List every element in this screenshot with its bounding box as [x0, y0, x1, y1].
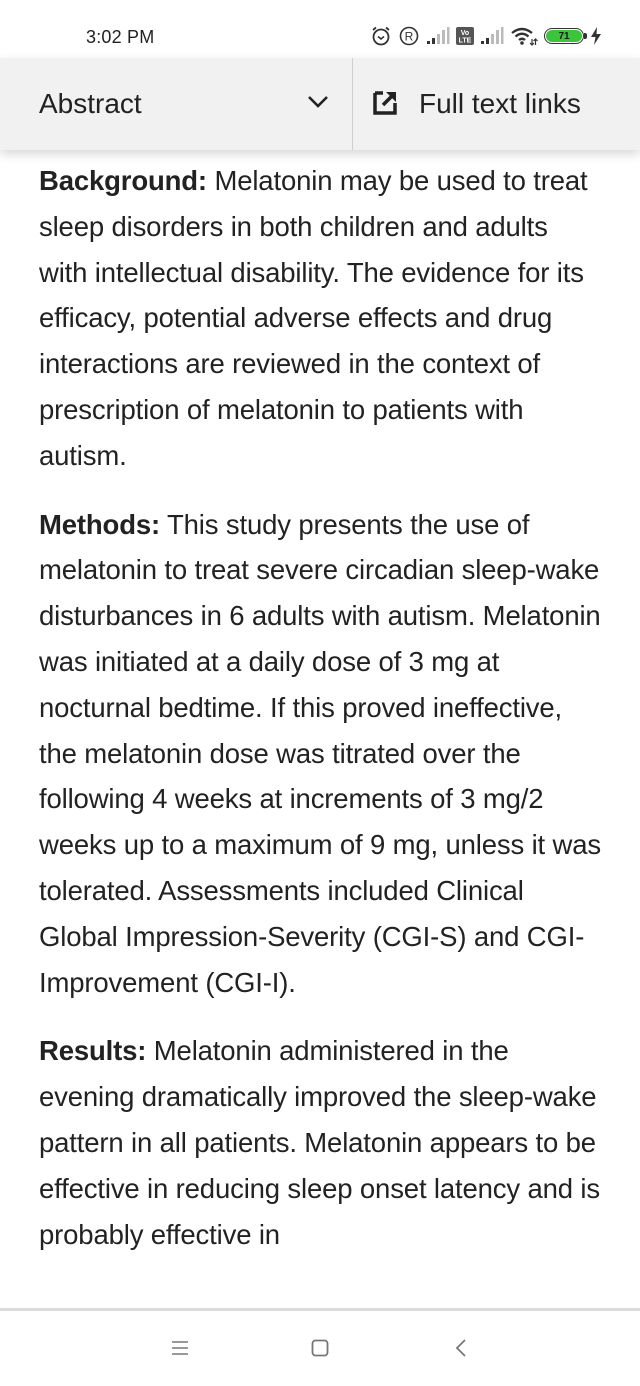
- section-text: Melatonin may be used to treat sleep disorders in both children and adults with intellectual disability. The evidence for its efficacy, potential adverse effects and drug interactions are reviewed in the context of prescription of melatonin to patients with autism.: [39, 165, 588, 471]
- abstract-methods: [39, 502, 602, 1006]
- abstract-dropdown-label: Abstract: [39, 88, 142, 119]
- system-navbar: [0, 1308, 640, 1386]
- signal-icon: [480, 27, 504, 45]
- status-bar: [0, 0, 640, 58]
- menu-icon: [171, 1340, 189, 1361]
- full-text-links-label: Full text links: [419, 88, 581, 119]
- recent-apps-button[interactable]: [162, 1335, 198, 1365]
- signal-icon: [426, 27, 450, 45]
- abstract-background: [39, 158, 602, 479]
- back-button[interactable]: [443, 1335, 479, 1365]
- section-heading: Methods:: [39, 508, 161, 540]
- registered-icon: [398, 25, 420, 47]
- section-tabbar: [0, 58, 640, 150]
- svg-text:Vo: Vo: [460, 30, 470, 37]
- home-button[interactable]: [302, 1335, 338, 1365]
- alarm-icon: [370, 25, 392, 47]
- section-text: Melatonin administered in the evening dramatically improved the sleep-wake pattern in all patients. Melatonin appears to be effective in reducing sleep onset latency and is probably effective in: [39, 1035, 600, 1250]
- section-heading: Background:: [39, 165, 207, 196]
- section-text: This study presents the use of melatonin to treat severe circadian sleep-wake disturbances in 6 adults with autism. Melatonin was initiated at a daily dose of 3 mg at nocturnal bedtime. If this proved ineffective, the melatonin dose was titrated over the following 4 weeks at increments of 3 mg/2 weeks up to a maximum of 9 mg, unless it was tolerated. Assessments included Clinical Global Impression-Severity (CGI-S) and CGI-Improvement (CGI-I).: [39, 508, 601, 998]
- abstract-results: [39, 1028, 602, 1257]
- full-text-links-button[interactable]: [353, 58, 640, 150]
- abstract-dropdown[interactable]: [0, 58, 353, 150]
- back-icon: [455, 1338, 467, 1363]
- status-time: 3:02 PM: [86, 27, 155, 47]
- status-icons: [370, 24, 602, 48]
- charging-icon: [590, 27, 602, 45]
- section-heading: Results:: [39, 1035, 147, 1067]
- external-link-icon: [373, 89, 399, 120]
- battery-icon: [544, 28, 584, 44]
- chevron-down-icon: [306, 94, 330, 115]
- wifi-icon: [510, 26, 538, 46]
- battery-level: 71: [546, 30, 582, 42]
- home-icon: [311, 1339, 329, 1362]
- volte-icon: [456, 27, 474, 45]
- svg-text:LTE: LTE: [458, 37, 472, 45]
- battery-tip: [584, 33, 587, 39]
- svg-text:R: R: [404, 29, 414, 44]
- abstract-content: [0, 150, 640, 1308]
